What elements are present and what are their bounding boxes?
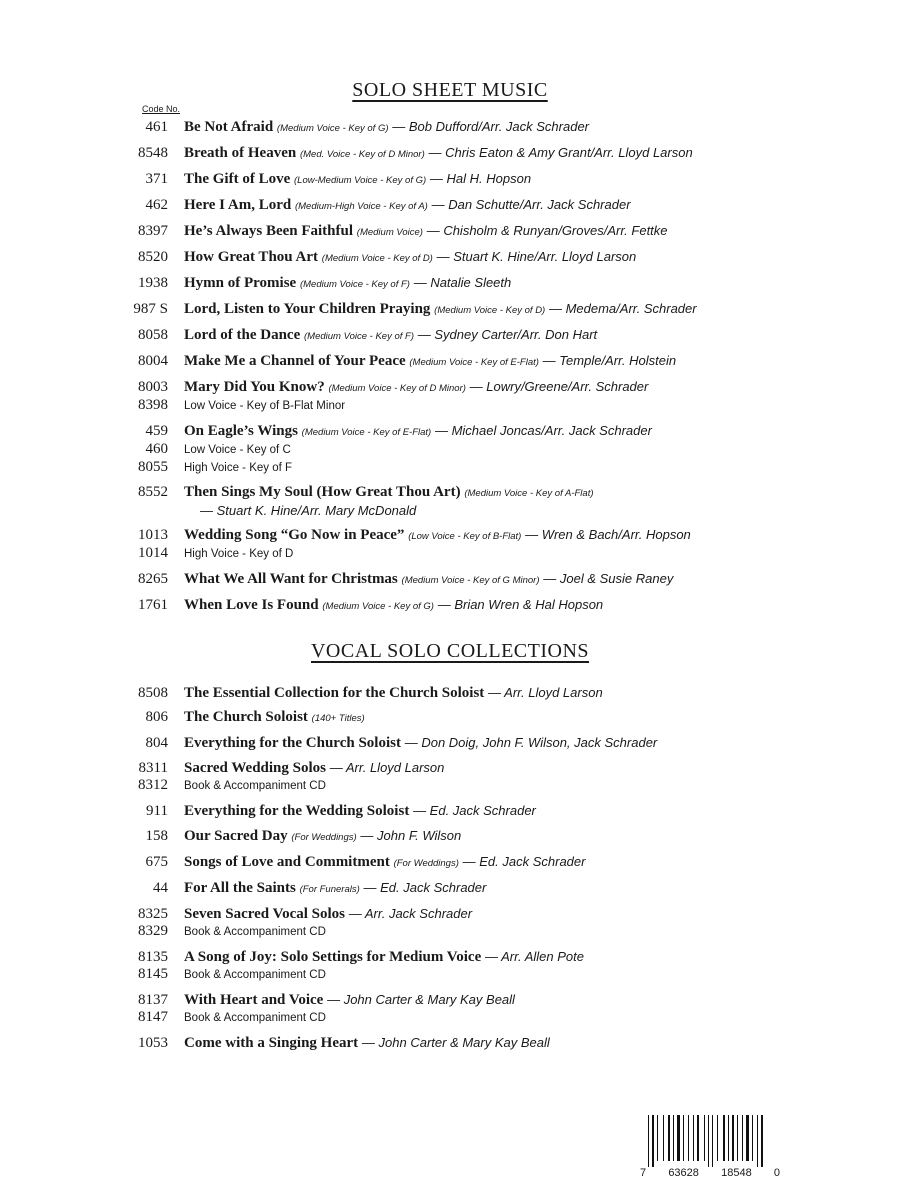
code-number: 1014 bbox=[138, 545, 168, 561]
code-number: 8137 bbox=[138, 992, 168, 1008]
barcode-bar bbox=[657, 1115, 658, 1161]
entry-text bbox=[184, 378, 648, 397]
catalog-entry bbox=[0, 222, 900, 241]
entry-text bbox=[184, 170, 531, 189]
voice-key-info: (Medium Voice) bbox=[356, 227, 423, 238]
composer-credit: — John Carter & Mary Kay Beall bbox=[327, 992, 515, 1007]
section-heading-text: VOCAL SOLO COLLECTIONS bbox=[310, 640, 590, 662]
entry-text bbox=[184, 759, 444, 777]
song-title: The Church Soloist bbox=[184, 709, 308, 725]
composer-credit: — Dan Schutte/Arr. Jack Schrader bbox=[431, 197, 631, 212]
code-number: 911 bbox=[146, 803, 168, 819]
voice-key-info: (Medium Voice - Key of D) bbox=[434, 305, 546, 316]
sub-edition-line bbox=[0, 545, 900, 563]
catalog-entry bbox=[0, 570, 900, 589]
composer-credit: — Hal H. Hopson bbox=[429, 171, 532, 186]
code-number: 461 bbox=[145, 119, 168, 135]
barcode-bar bbox=[728, 1115, 729, 1161]
entry-main-line bbox=[0, 570, 900, 589]
entry-main-line bbox=[0, 222, 900, 241]
entry-main-line bbox=[0, 948, 900, 966]
entry-text bbox=[184, 196, 631, 215]
code-number: 987 S bbox=[133, 301, 168, 317]
song-title: Be Not Afraid bbox=[184, 119, 274, 135]
entry-main-line bbox=[0, 1034, 900, 1052]
code-number: 8147 bbox=[138, 1009, 168, 1025]
composer-credit: — Ed. Jack Schrader bbox=[413, 803, 536, 818]
song-title: Breath of Heaven bbox=[184, 145, 297, 161]
barcode-bar bbox=[732, 1115, 734, 1161]
catalog-entry bbox=[0, 526, 900, 563]
catalog-entry bbox=[0, 300, 900, 319]
composer-credit: — John Carter & Mary Kay Beall bbox=[361, 1035, 550, 1050]
code-number: 460 bbox=[145, 441, 168, 457]
barcode-bar bbox=[757, 1115, 758, 1167]
song-title: Then Sings My Soul (How Great Thou Art) bbox=[184, 484, 461, 500]
catalog-entry bbox=[0, 709, 900, 727]
barcode-bar bbox=[648, 1115, 649, 1167]
catalog-entry bbox=[0, 378, 900, 415]
barcode-bar bbox=[688, 1115, 689, 1161]
composer-credit: — Ed. Jack Schrader bbox=[363, 880, 487, 895]
catalog-entry bbox=[0, 1034, 900, 1052]
code-number: 8398 bbox=[138, 397, 168, 413]
entry-main-line bbox=[0, 879, 900, 898]
barcode-bar bbox=[693, 1115, 694, 1161]
song-title: Our Sacred Day bbox=[184, 828, 288, 844]
entry-text bbox=[184, 352, 676, 371]
code-number: 8311 bbox=[138, 760, 168, 776]
barcode-bar bbox=[652, 1115, 654, 1167]
composer-credit: — Arr. Lloyd Larson bbox=[488, 685, 603, 700]
code-number: 806 bbox=[145, 709, 168, 725]
code-number: 8508 bbox=[138, 685, 168, 701]
catalog-entry bbox=[0, 248, 900, 267]
catalog-entry bbox=[0, 802, 900, 820]
barcode-bar bbox=[761, 1115, 763, 1167]
voice-key-info: (Medium Voice - Key of F) bbox=[304, 331, 414, 342]
code-number: 804 bbox=[145, 735, 168, 751]
song-title: Wedding Song “Go Now in Peace” bbox=[184, 527, 405, 543]
catalog-entry bbox=[0, 484, 900, 519]
barcode-number bbox=[640, 1167, 780, 1179]
code-number: 8265 bbox=[138, 571, 168, 587]
code-number: 8135 bbox=[138, 949, 168, 965]
code-number: 8004 bbox=[138, 353, 168, 369]
composer-credit: — Chisholm & Runyan/Groves/Arr. Fettke bbox=[426, 223, 668, 238]
song-title: Everything for the Church Soloist bbox=[184, 735, 401, 751]
code-number: 1053 bbox=[138, 1035, 168, 1051]
section-heading-text: SOLO SHEET MUSIC bbox=[352, 79, 548, 101]
entry-main-line bbox=[0, 352, 900, 371]
song-title: On Eagle’s Wings bbox=[184, 423, 298, 439]
catalog-entry bbox=[0, 734, 900, 752]
barcode-bars bbox=[640, 1115, 770, 1167]
song-title: With Heart and Voice bbox=[184, 992, 324, 1008]
edition-note: Low Voice - Key of B-Flat Minor bbox=[184, 400, 346, 412]
entry-main-line bbox=[0, 526, 900, 545]
barcode-bar bbox=[697, 1115, 699, 1161]
entry-main-line bbox=[0, 596, 900, 615]
entry-main-line bbox=[0, 991, 900, 1009]
entry-main-line bbox=[0, 422, 900, 441]
composer-credit: — Chris Eaton & Amy Grant/Arr. Lloyd Larson bbox=[428, 145, 693, 160]
voice-key-info: (Med. Voice - Key of D Minor) bbox=[299, 149, 425, 160]
barcode-bar bbox=[683, 1115, 684, 1161]
edition-note: Book & Accompaniment CD bbox=[184, 969, 326, 981]
barcode-bar bbox=[663, 1115, 664, 1161]
entry-main-line bbox=[0, 144, 900, 163]
entry-text bbox=[184, 144, 693, 163]
edition-note: Book & Accompaniment CD bbox=[184, 780, 326, 792]
entry-text bbox=[184, 879, 486, 898]
code-number: 8397 bbox=[138, 223, 168, 239]
entry-text bbox=[184, 484, 594, 502]
voice-key-info: (Low Voice - Key of B-Flat) bbox=[408, 531, 522, 542]
entry-main-line bbox=[0, 484, 900, 502]
barcode-digit-group: 7 bbox=[640, 1167, 647, 1179]
entry-text bbox=[184, 905, 472, 923]
song-title: Make Me a Channel of Your Peace bbox=[184, 353, 406, 369]
catalog-entry bbox=[0, 948, 900, 984]
composer-credit: — Don Doig, John F. Wilson, Jack Schrader bbox=[404, 735, 658, 750]
entry-text bbox=[184, 526, 691, 545]
catalog-entry bbox=[0, 596, 900, 615]
catalog-entry bbox=[0, 196, 900, 215]
song-title: Mary Did You Know? bbox=[184, 379, 325, 395]
catalog-entry bbox=[0, 144, 900, 163]
entry-main-line bbox=[0, 118, 900, 137]
barcode-bar bbox=[677, 1115, 680, 1161]
composer-credit: — Brian Wren & Hal Hopson bbox=[437, 597, 604, 612]
song-title: For All the Saints bbox=[184, 880, 296, 896]
entry-text bbox=[184, 1034, 550, 1052]
edition-note: Book & Accompaniment CD bbox=[184, 926, 326, 938]
entry-text bbox=[184, 300, 697, 319]
voice-key-info: (For Weddings) bbox=[291, 832, 357, 843]
entry-text bbox=[184, 596, 603, 615]
composer-credit: — Natalie Sleeth bbox=[413, 275, 512, 290]
song-title: Come with a Singing Heart bbox=[184, 1035, 359, 1051]
composer-credit: — Arr. Jack Schrader bbox=[348, 906, 473, 921]
barcode-bar bbox=[737, 1115, 738, 1161]
code-number: 459 bbox=[145, 423, 168, 439]
voice-key-info: (Medium Voice - Key of G Minor) bbox=[401, 575, 540, 586]
song-title: Here I Am, Lord bbox=[184, 197, 292, 213]
voice-key-info: (Medium Voice - Key of F) bbox=[299, 279, 410, 290]
edition-note: High Voice - Key of F bbox=[184, 462, 293, 474]
code-number: 8312 bbox=[138, 777, 168, 793]
code-number: 8003 bbox=[138, 379, 168, 395]
entry-text bbox=[184, 948, 584, 966]
catalog-entry bbox=[0, 684, 900, 702]
composer-credit: — Stuart K. Hine/Arr. Lloyd Larson bbox=[436, 249, 637, 264]
composer-credit: — Arr. Lloyd Larson bbox=[329, 760, 445, 775]
code-number: 675 bbox=[145, 854, 168, 870]
entry-text bbox=[184, 422, 652, 441]
catalog-entry bbox=[0, 905, 900, 941]
catalog-entry bbox=[0, 853, 900, 872]
voice-key-info: (140+ Titles) bbox=[311, 713, 365, 724]
code-number: 158 bbox=[145, 828, 168, 844]
code-number: 371 bbox=[145, 171, 168, 187]
code-number-header: Code No. bbox=[142, 104, 181, 114]
code-number: 8058 bbox=[138, 327, 168, 343]
song-title: The Gift of Love bbox=[184, 171, 291, 187]
entry-main-line bbox=[0, 196, 900, 215]
sub-edition-line bbox=[0, 441, 900, 459]
sub-edition-line bbox=[0, 459, 900, 477]
composer-credit: — John F. Wilson bbox=[360, 828, 462, 843]
code-number: 8548 bbox=[138, 145, 168, 161]
barcode-bar bbox=[708, 1115, 709, 1167]
code-number: 462 bbox=[145, 197, 168, 213]
section-heading-solo-sheet-music bbox=[0, 79, 900, 102]
composer-credit: — Arr. Allen Pote bbox=[485, 949, 584, 964]
catalog-entry bbox=[0, 991, 900, 1027]
catalog-entry bbox=[0, 326, 900, 345]
entry-text bbox=[184, 326, 597, 345]
entry-main-line bbox=[0, 734, 900, 752]
song-title: Songs of Love and Commitment bbox=[184, 854, 390, 870]
entry-text bbox=[184, 274, 511, 293]
entry-text bbox=[184, 222, 668, 241]
composer-credit: — Medema/Arr. Schrader bbox=[548, 301, 697, 316]
catalog-entry bbox=[0, 118, 900, 137]
sub-edition-line bbox=[0, 1009, 900, 1027]
barcode-digit-group: 0 bbox=[773, 1167, 780, 1179]
barcode-bar bbox=[673, 1115, 674, 1161]
song-title: Hymn of Promise bbox=[184, 275, 297, 291]
composer-credit: — Stuart K. Hine/Arr. Mary McDonald bbox=[200, 503, 417, 518]
catalog-entry bbox=[0, 352, 900, 371]
entry-main-line bbox=[0, 709, 900, 727]
barcode-digit-group: 63628 bbox=[668, 1167, 699, 1179]
barcode-bar bbox=[752, 1115, 753, 1161]
voice-key-info: (Low-Medium Voice - Key of G) bbox=[294, 175, 427, 186]
entry-text bbox=[184, 802, 536, 820]
voice-key-info: (Medium Voice - Key of E-Flat) bbox=[409, 357, 539, 368]
catalog-entry bbox=[0, 422, 900, 477]
edition-note: Book & Accompaniment CD bbox=[184, 1012, 326, 1024]
code-number: 8325 bbox=[138, 906, 168, 922]
voice-key-info: (Medium Voice - Key of D) bbox=[321, 253, 433, 264]
entry-main-line bbox=[0, 684, 900, 702]
entry-main-line bbox=[0, 853, 900, 872]
composer-credit: — Ed. Jack Schrader bbox=[462, 854, 586, 869]
composer-credit: — Sydney Carter/Arr. Don Hart bbox=[417, 327, 598, 342]
song-title: Lord, Listen to Your Children Praying bbox=[184, 301, 431, 317]
code-number: 44 bbox=[153, 880, 168, 896]
catalog-entry bbox=[0, 759, 900, 795]
code-number: 1938 bbox=[138, 275, 168, 291]
composer-credit: — Michael Joncas/Arr. Jack Schrader bbox=[434, 423, 652, 438]
credit-continuation-line bbox=[0, 502, 900, 519]
code-number: 8520 bbox=[138, 249, 168, 265]
entry-text bbox=[184, 684, 603, 702]
song-title: How Great Thou Art bbox=[184, 249, 319, 265]
edition-note: Low Voice - Key of C bbox=[184, 444, 291, 456]
song-title: What We All Want for Christmas bbox=[184, 571, 398, 587]
barcode-bar bbox=[742, 1115, 743, 1161]
code-number: 8552 bbox=[138, 484, 168, 500]
entry-main-line bbox=[0, 905, 900, 923]
code-number: 1761 bbox=[138, 597, 168, 613]
composer-credit: — Wren & Bach/Arr. Hopson bbox=[525, 527, 691, 542]
barcode-bar bbox=[704, 1115, 705, 1161]
entry-text bbox=[184, 734, 657, 752]
composer-credit: — Temple/Arr. Holstein bbox=[542, 353, 677, 368]
voice-key-info: (Medium Voice - Key of E-Flat) bbox=[301, 427, 432, 438]
entry-text bbox=[184, 248, 636, 267]
entry-main-line bbox=[0, 274, 900, 293]
barcode bbox=[640, 1115, 780, 1187]
vocal-solo-collections-list bbox=[0, 684, 900, 1059]
barcode-bar bbox=[746, 1115, 749, 1161]
entry-text bbox=[184, 709, 365, 727]
section-heading-vocal-solo-collections bbox=[0, 640, 900, 663]
entry-main-line bbox=[0, 170, 900, 189]
entry-main-line bbox=[0, 827, 900, 846]
code-number: 8329 bbox=[138, 923, 168, 939]
song-title: When Love Is Found bbox=[184, 597, 319, 613]
voice-key-info: (For Weddings) bbox=[393, 858, 459, 869]
entry-text bbox=[184, 570, 673, 589]
entry-main-line bbox=[0, 802, 900, 820]
sub-edition-line bbox=[0, 923, 900, 941]
entry-text bbox=[184, 853, 585, 872]
composer-credit: — Joel & Susie Raney bbox=[543, 571, 674, 586]
sub-edition-line bbox=[0, 966, 900, 984]
song-title: Sacred Wedding Solos bbox=[184, 760, 326, 776]
song-title: Seven Sacred Vocal Solos bbox=[184, 906, 345, 922]
voice-key-info: (Medium Voice - Key of A-Flat) bbox=[464, 488, 594, 499]
composer-credit: — Lowry/Greene/Arr. Schrader bbox=[469, 379, 649, 394]
barcode-bar bbox=[712, 1115, 713, 1167]
barcode-bar bbox=[723, 1115, 725, 1161]
song-title: He’s Always Been Faithful bbox=[184, 223, 354, 239]
voice-key-info: (Medium Voice - Key of G) bbox=[322, 601, 434, 612]
catalog-entry bbox=[0, 879, 900, 898]
entry-text bbox=[184, 827, 461, 846]
entry-main-line bbox=[0, 378, 900, 397]
song-title: Everything for the Wedding Soloist bbox=[184, 803, 410, 819]
sub-edition-line bbox=[0, 777, 900, 795]
entry-main-line bbox=[0, 300, 900, 319]
voice-key-info: (Medium Voice - Key of D Minor) bbox=[328, 383, 466, 394]
edition-note: High Voice - Key of D bbox=[184, 548, 294, 560]
catalog-entry bbox=[0, 274, 900, 293]
entry-main-line bbox=[0, 248, 900, 267]
entry-main-line bbox=[0, 759, 900, 777]
barcode-digit-group: 18548 bbox=[721, 1167, 752, 1179]
entry-main-line bbox=[0, 326, 900, 345]
sub-edition-line bbox=[0, 397, 900, 415]
barcode-bar bbox=[717, 1115, 718, 1161]
song-title: Lord of the Dance bbox=[184, 327, 301, 343]
voice-key-info: (Medium-High Voice - Key of A) bbox=[294, 201, 428, 212]
song-title: The Essential Collection for the Church Soloist bbox=[184, 685, 485, 701]
barcode-bar bbox=[668, 1115, 670, 1161]
code-number: 1013 bbox=[138, 527, 168, 543]
code-number: 8055 bbox=[138, 459, 168, 475]
code-number: 8145 bbox=[138, 966, 168, 982]
entry-text bbox=[184, 118, 589, 137]
catalog-entry bbox=[0, 827, 900, 846]
voice-key-info: (For Funerals) bbox=[299, 884, 360, 895]
voice-key-info: (Medium Voice - Key of G) bbox=[276, 123, 389, 134]
composer-credit: — Bob Dufford/Arr. Jack Schrader bbox=[392, 119, 590, 134]
solo-sheet-music-list bbox=[0, 118, 900, 622]
song-title: A Song of Joy: Solo Settings for Medium Voice bbox=[184, 949, 482, 965]
entry-text bbox=[184, 991, 515, 1009]
catalog-entry bbox=[0, 170, 900, 189]
